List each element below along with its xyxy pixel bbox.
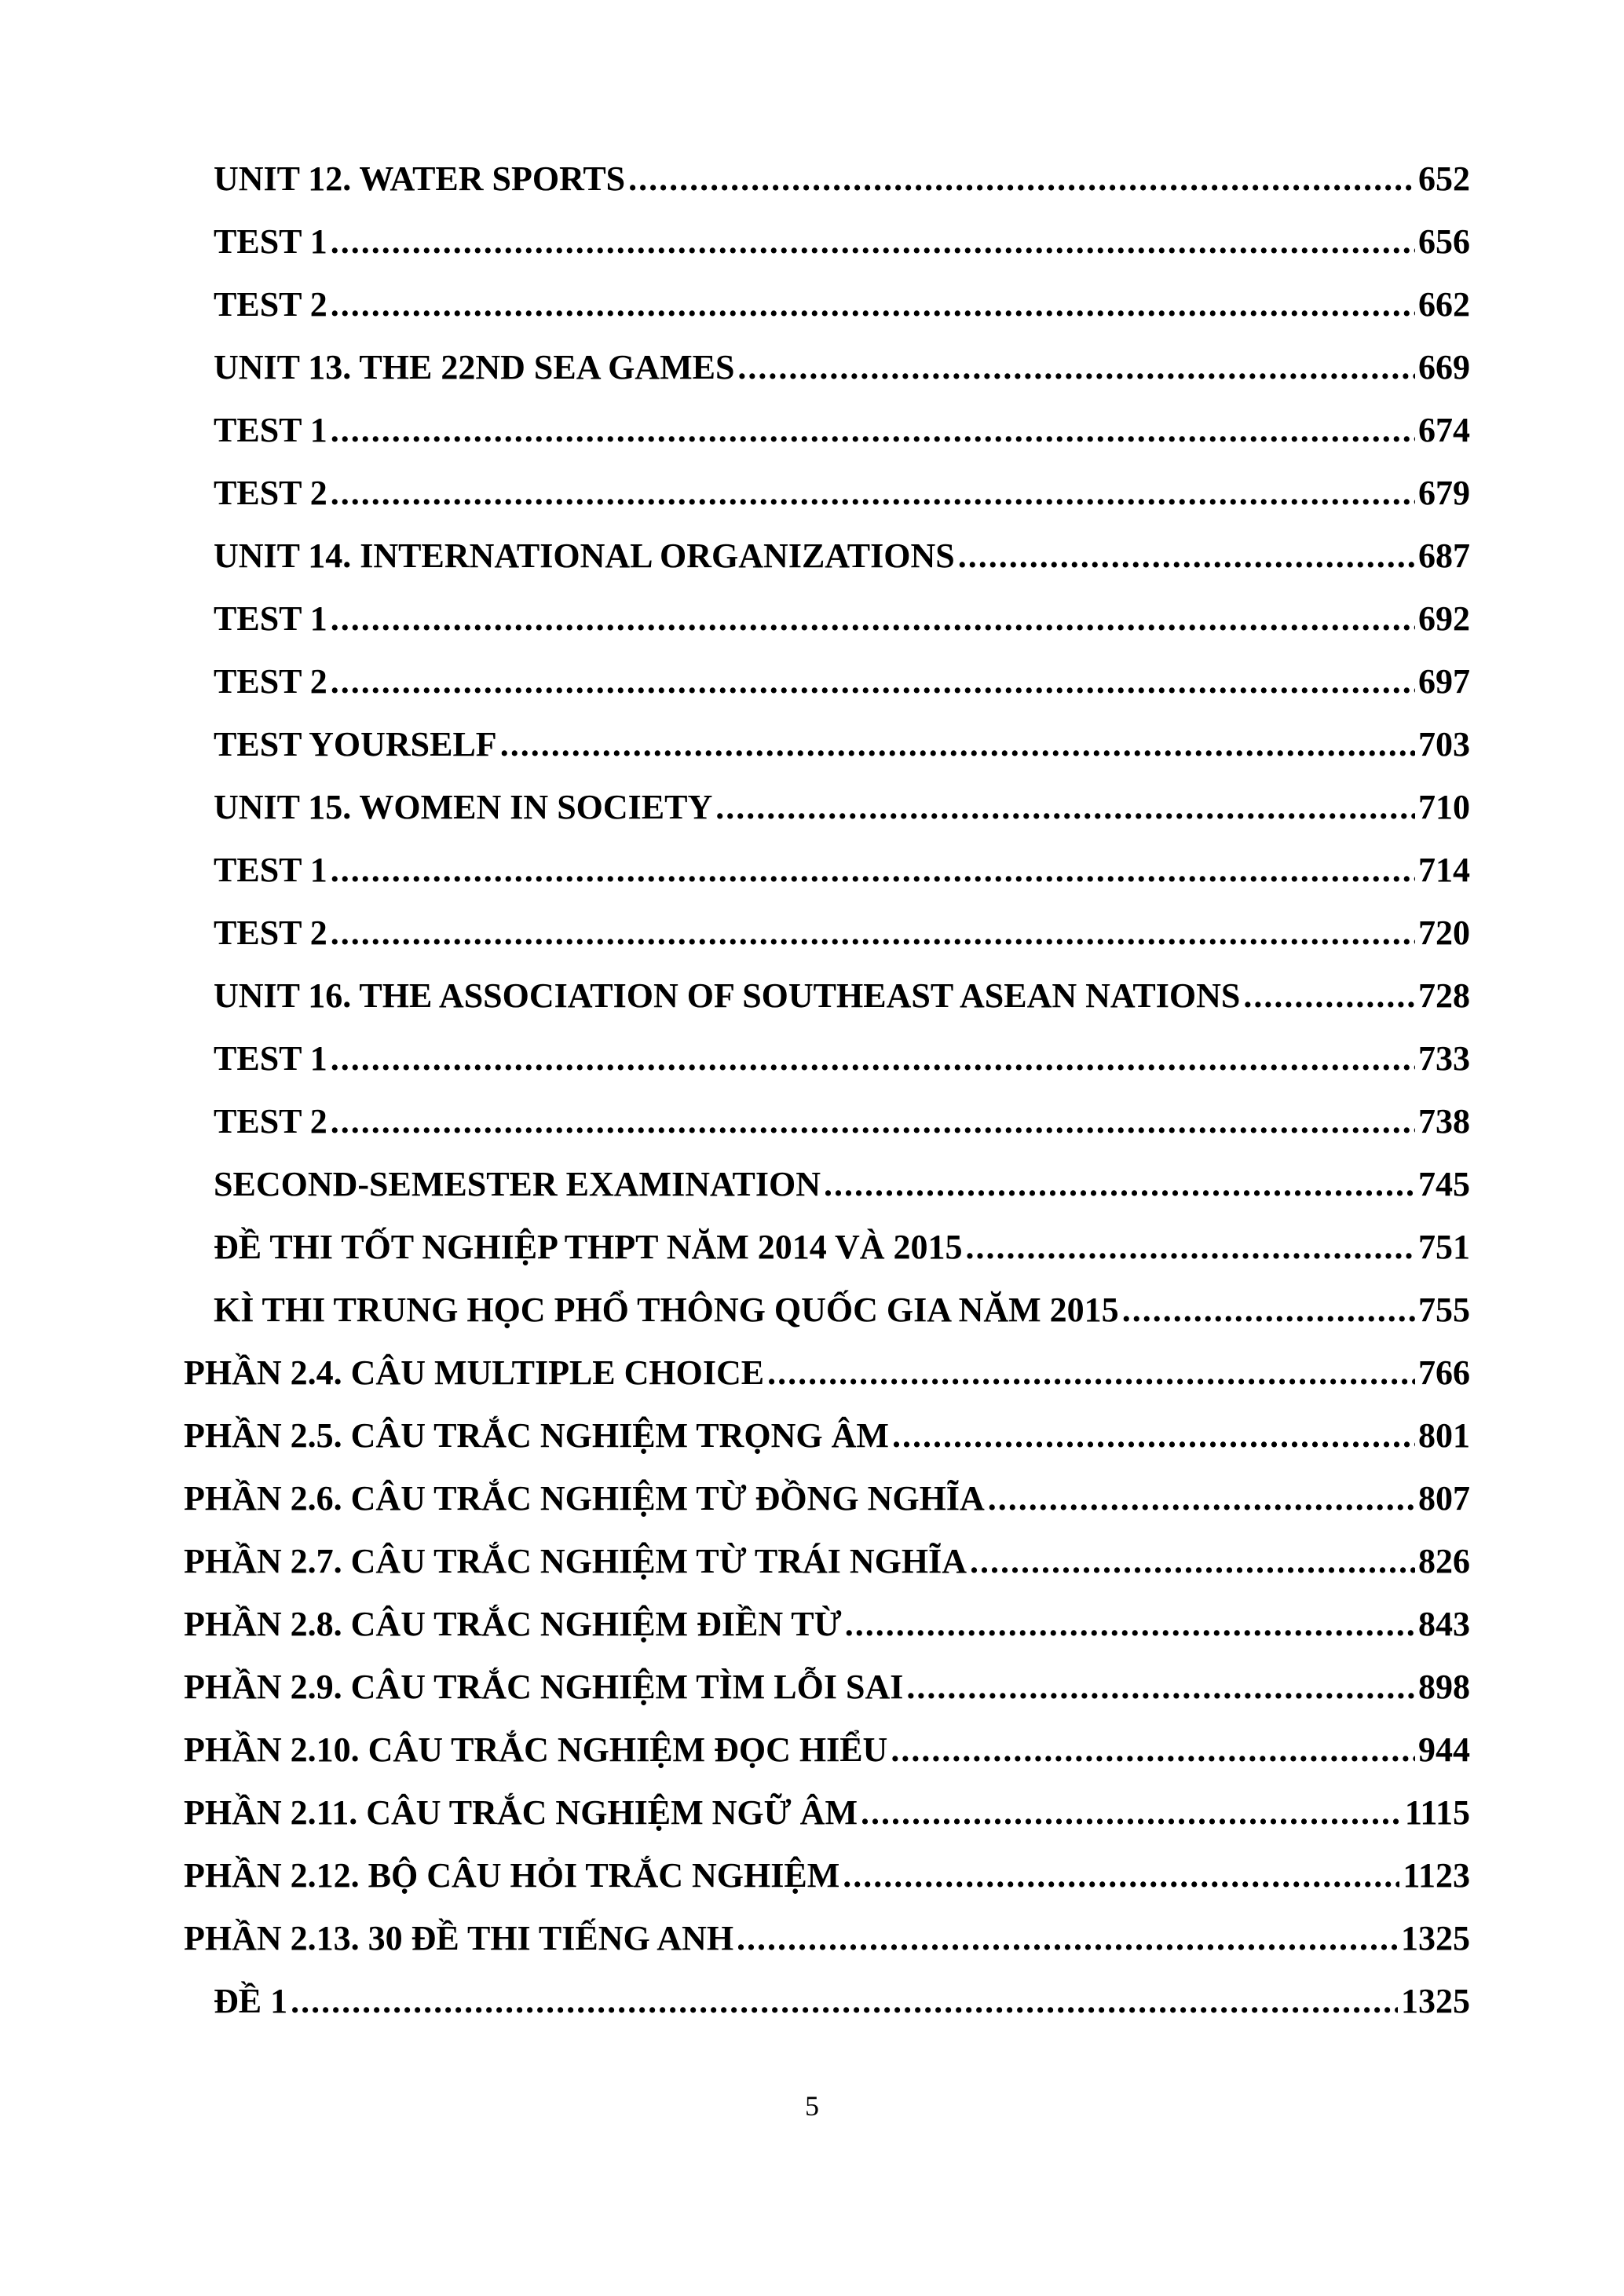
toc-entry-page: 801 xyxy=(1418,1416,1470,1455)
toc-entry-page: 807 xyxy=(1418,1479,1470,1518)
toc-entry-title: TEST 2 xyxy=(214,474,327,512)
toc-entry-page: 1115 xyxy=(1404,1793,1470,1832)
toc-entry[interactable] xyxy=(214,785,1470,829)
toc-entry-page: 679 xyxy=(1418,474,1470,512)
toc-dot-leader xyxy=(331,408,1415,452)
toc-entry-page: 728 xyxy=(1418,976,1470,1015)
toc-entry-title: PHẦN 2.12. BỘ CÂU HỎI TRẮC NGHIỆM xyxy=(184,1856,840,1895)
toc-section-entry[interactable] xyxy=(184,1728,1470,1772)
toc-dot-leader xyxy=(737,346,1415,390)
toc-dot-leader xyxy=(331,597,1415,641)
toc-dot-leader xyxy=(966,1225,1415,1269)
toc-entry-title: PHẦN 2.9. CÂU TRẮC NGHIỆM TÌM LỖI SAI xyxy=(184,1668,904,1706)
toc-entry-title: UNIT 12. WATER SPORTS xyxy=(214,159,626,198)
toc-section-entry[interactable] xyxy=(184,1351,1470,1395)
toc-section-entry[interactable] xyxy=(184,1917,1470,1961)
toc-entry-page: 1325 xyxy=(1401,1982,1470,2020)
toc-entry[interactable] xyxy=(214,974,1470,1018)
toc-entry-page: 766 xyxy=(1418,1353,1470,1392)
toc-entry-title: PHẦN 2.7. CÂU TRẮC NGHIỆM TỪ TRÁI NGHĨA xyxy=(184,1542,967,1580)
toc-entry-page: 662 xyxy=(1418,285,1470,324)
toc-dot-leader xyxy=(331,911,1415,955)
toc-entry-page: 898 xyxy=(1418,1668,1470,1706)
toc-entry[interactable] xyxy=(214,848,1470,892)
toc-dot-leader xyxy=(988,1477,1415,1521)
toc-entry-page: 1325 xyxy=(1401,1919,1470,1957)
toc-entry-title: TEST 2 xyxy=(214,285,327,324)
toc-entry[interactable] xyxy=(214,346,1470,390)
toc-dot-leader xyxy=(767,1351,1415,1395)
toc-entry[interactable] xyxy=(214,408,1470,452)
toc-dot-leader xyxy=(737,1917,1398,1961)
toc-dot-leader xyxy=(970,1540,1415,1584)
toc-entry-title: PHẦN 2.11. CÂU TRẮC NGHIỆM NGỮ ÂM xyxy=(184,1793,858,1832)
toc-dot-leader xyxy=(331,1037,1415,1081)
toc-entry-title: PHẦN 2.13. 30 ĐỀ THI TIẾNG ANH xyxy=(184,1919,734,1957)
toc-entry-title: TEST 2 xyxy=(214,914,327,952)
toc-entry-page: 656 xyxy=(1418,222,1470,261)
toc-entry[interactable] xyxy=(214,220,1470,264)
toc-entry-title: TEST 1 xyxy=(214,411,327,449)
toc-dot-leader xyxy=(715,785,1415,829)
toc-entry-title: SECOND-SEMESTER EXAMINATION xyxy=(214,1165,821,1203)
toc-section-entry[interactable] xyxy=(184,1540,1470,1584)
toc-dot-leader xyxy=(331,848,1415,892)
toc-entry-title: ĐỀ 1 xyxy=(214,1982,288,2020)
toc-dot-leader xyxy=(958,534,1415,578)
toc-dot-leader xyxy=(291,1979,1398,2023)
toc-dot-leader xyxy=(331,283,1415,327)
toc-section-entry[interactable] xyxy=(184,1477,1470,1521)
toc-entry-title: UNIT 13. THE 22ND SEA GAMES xyxy=(214,348,735,386)
toc-entry[interactable] xyxy=(214,1225,1470,1269)
toc-section-entry[interactable] xyxy=(184,1665,1470,1709)
toc-entry-page: 733 xyxy=(1418,1039,1470,1078)
toc-dot-leader xyxy=(331,220,1415,264)
toc-entry[interactable] xyxy=(214,1163,1470,1207)
toc-dot-leader xyxy=(891,1728,1415,1772)
toc-dot-leader xyxy=(500,723,1415,767)
toc-entry-title: TEST 1 xyxy=(214,599,327,638)
toc-entry[interactable] xyxy=(214,597,1470,641)
toc-section-entry[interactable] xyxy=(184,1791,1470,1835)
toc-entry-title: TEST 1 xyxy=(214,851,327,889)
toc-entry[interactable] xyxy=(214,283,1470,327)
toc-entry-title: TEST YOURSELF xyxy=(214,725,497,764)
toc-entry-page: 738 xyxy=(1418,1102,1470,1141)
toc-entry[interactable] xyxy=(214,534,1470,578)
toc-dot-leader xyxy=(892,1414,1415,1458)
toc-dot-leader xyxy=(861,1791,1402,1835)
page-number: 5 xyxy=(805,2090,819,2122)
toc-entry[interactable] xyxy=(214,911,1470,955)
toc-entry-title: PHẦN 2.8. CÂU TRẮC NGHIỆM ĐIỀN TỪ xyxy=(184,1605,842,1643)
toc-entry[interactable] xyxy=(214,660,1470,704)
toc-entry-page: 674 xyxy=(1418,411,1470,449)
toc-entry[interactable] xyxy=(214,1979,1470,2023)
toc-entry-title: PHẦN 2.5. CÂU TRẮC NGHIỆM TRỌNG ÂM xyxy=(184,1416,889,1455)
toc-entry-page: 745 xyxy=(1418,1165,1470,1203)
toc-entry[interactable] xyxy=(214,1288,1470,1332)
toc-entry-title: TEST 1 xyxy=(214,1039,327,1078)
toc-entry-page: 652 xyxy=(1418,159,1470,198)
toc-entry[interactable] xyxy=(214,471,1470,515)
toc-entry-title: PHẦN 2.10. CÂU TRẮC NGHIỆM ĐỌC HIỂU xyxy=(184,1730,888,1769)
toc-entry-page: 755 xyxy=(1418,1291,1470,1329)
toc-entry[interactable] xyxy=(214,723,1470,767)
toc-entry-page: 1123 xyxy=(1403,1856,1470,1895)
toc-entry-title: PHẦN 2.4. CÂU MULTIPLE CHOICE xyxy=(184,1353,765,1392)
toc-entry-title: PHẦN 2.6. CÂU TRẮC NGHIỆM TỪ ĐỒNG NGHĨA xyxy=(184,1479,985,1518)
toc-entry-title: UNIT 14. INTERNATIONAL ORGANIZATIONS xyxy=(214,536,955,575)
toc-entry-page: 669 xyxy=(1418,348,1470,386)
toc-section-entry[interactable] xyxy=(184,1854,1470,1898)
toc-entry-title: TEST 2 xyxy=(214,662,327,701)
toc-entry-title: ĐỀ THI TỐT NGHIỆP THPT NĂM 2014 VÀ 2015 xyxy=(214,1228,963,1266)
toc-entry-page: 843 xyxy=(1418,1605,1470,1643)
toc-entry-page: 697 xyxy=(1418,662,1470,701)
toc-entry-title: UNIT 16. THE ASSOCIATION OF SOUTHEAST ASEAN NATIONS xyxy=(214,976,1241,1015)
toc-entry-page: 710 xyxy=(1418,788,1470,826)
toc-dot-leader xyxy=(1243,974,1415,1018)
toc-entry-title: TEST 2 xyxy=(214,1102,327,1141)
toc-entry-page: 692 xyxy=(1418,599,1470,638)
toc-dot-leader xyxy=(628,157,1415,201)
toc-entry-page: 720 xyxy=(1418,914,1470,952)
toc-dot-leader xyxy=(331,660,1415,704)
toc-dot-leader xyxy=(906,1665,1415,1709)
toc-dot-leader xyxy=(824,1163,1415,1207)
toc-dot-leader xyxy=(331,1100,1415,1144)
toc-dot-leader xyxy=(1122,1288,1415,1332)
toc-dot-leader xyxy=(331,471,1415,515)
toc-entry-page: 703 xyxy=(1418,725,1470,764)
toc-entry-page: 944 xyxy=(1418,1730,1470,1769)
toc-section-entry[interactable] xyxy=(184,1414,1470,1458)
toc-entry-page: 687 xyxy=(1418,536,1470,575)
toc-entry[interactable] xyxy=(214,1037,1470,1081)
toc-entry[interactable] xyxy=(214,1100,1470,1144)
toc-entry-page: 714 xyxy=(1418,851,1470,889)
toc-entry-page: 751 xyxy=(1418,1228,1470,1266)
toc-entry-title: TEST 1 xyxy=(214,222,327,261)
toc-entry[interactable] xyxy=(214,157,1470,201)
toc-section-entry[interactable] xyxy=(184,1602,1470,1646)
toc-entry-title: UNIT 15. WOMEN IN SOCIETY xyxy=(214,788,713,826)
toc-dot-leader xyxy=(843,1854,1399,1898)
toc-entry-page: 826 xyxy=(1418,1542,1470,1580)
toc-dot-leader xyxy=(845,1602,1415,1646)
toc-entry-title: KÌ THI TRUNG HỌC PHỔ THÔNG QUỐC GIA NĂM 2015 xyxy=(214,1291,1119,1329)
